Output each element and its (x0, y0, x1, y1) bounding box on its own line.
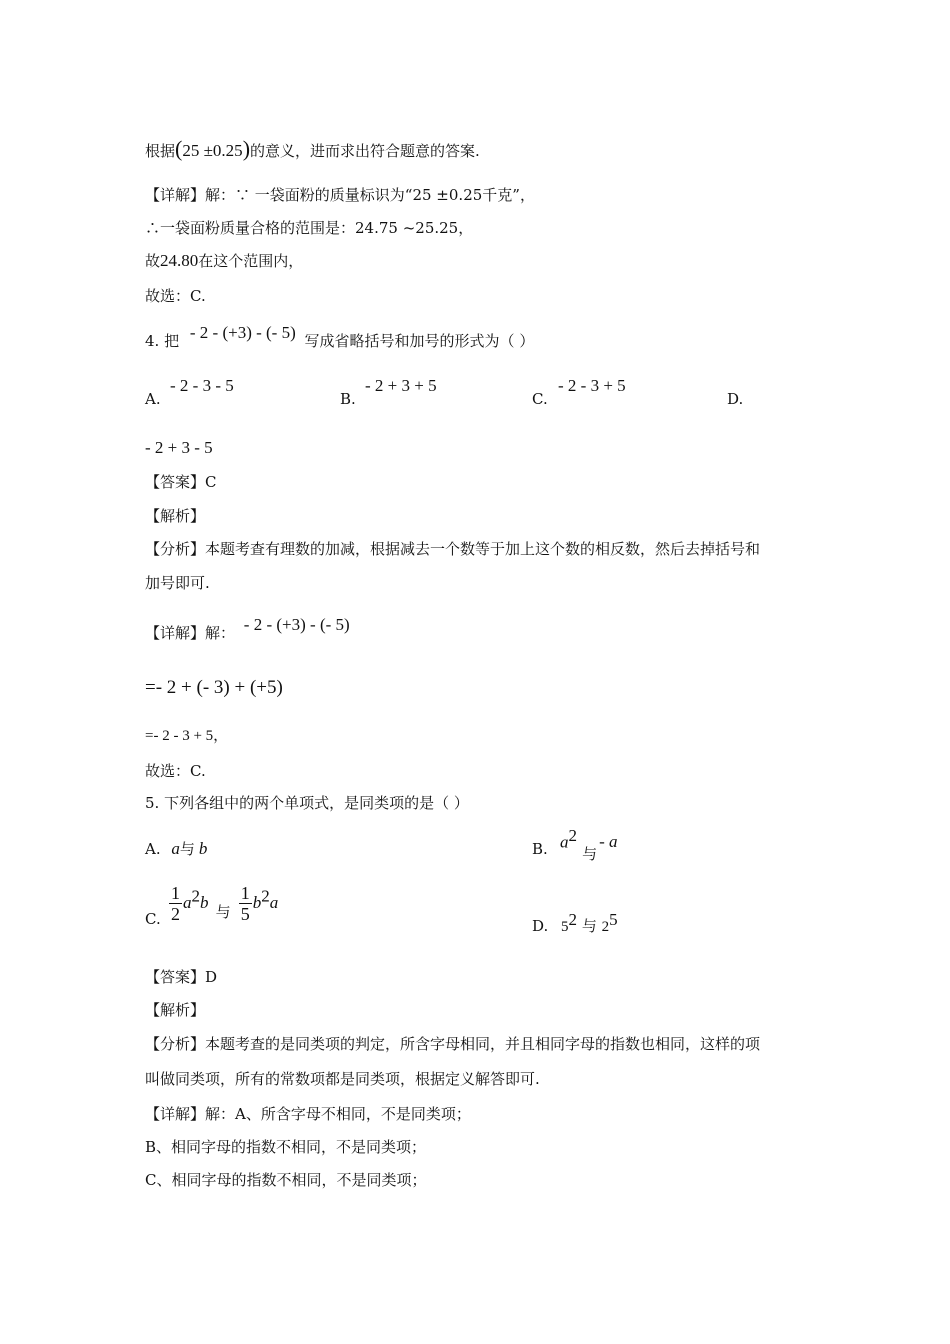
math-variable: a (171, 839, 180, 858)
q4-answer: 【答案】C (145, 473, 217, 491)
fraction (239, 883, 252, 924)
q5-answer: 【答案】D (145, 968, 218, 986)
fraction-numerator: 1 (171, 883, 180, 903)
detail-label: 【详解】解： (145, 624, 236, 642)
q4-option-d-label: D. (727, 390, 744, 408)
q5-option-b-label: B. (532, 840, 548, 858)
math-number: 2 (601, 919, 610, 935)
fraction (169, 883, 182, 924)
math-exponent: 2 (261, 886, 270, 906)
math-paren: ) (242, 136, 251, 161)
q4-option-b-label: B. (340, 390, 356, 408)
q4-analysis-title: 【解析】 (145, 507, 206, 525)
option-label: A. (145, 840, 161, 858)
math-exponent: 2 (568, 910, 578, 929)
text-segment: ， (213, 726, 229, 744)
text-segment: 故 (145, 252, 161, 270)
text-segment: 与 (179, 840, 195, 858)
q4-option-d: - 2 + 3 - 5 (145, 438, 213, 457)
q5-option-a (145, 838, 207, 859)
fraction-denominator: 2 (171, 904, 180, 924)
q4-option-a: - 2 - 3 - 5 (170, 376, 234, 395)
q5-detail-line-2: B、相同字母的指数不相同，不是同类项； (145, 1138, 427, 1156)
q4-option-c-label: C. (532, 390, 548, 408)
prev-detail-line-2: ∴一袋面粉质量合格的范围是：24.75 ~25.25， (145, 219, 474, 237)
q5-option-c (168, 883, 278, 924)
q5-detail-line-3: C、相同字母的指数不相同，不是同类项； (145, 1171, 427, 1189)
q4-step-1: =- 2 + (- 3) + (+5) (145, 677, 283, 698)
text-segment: 解：∵ 一袋面粉的质量标识为“25 ±0.25千克”， (205, 186, 535, 204)
math-variable: b (198, 839, 208, 858)
math-variable: a (183, 893, 192, 912)
fraction-numerator: 1 (240, 883, 250, 903)
math-exponent: 2 (568, 826, 577, 845)
math-variable: a (560, 832, 569, 852)
text-segment: 根据 (145, 142, 176, 160)
text-segment: 的意义，进而求出符合题意的答案. (250, 142, 480, 160)
math-number: 24.80 (160, 251, 199, 270)
detail-label: 【详解】 (145, 186, 206, 204)
math-variable: b (252, 893, 262, 912)
math-expression: - 2 - (+3) - (- 5) (189, 323, 296, 342)
math-expression: =- 2 - 3 + 5 (145, 728, 214, 744)
math-variable: a (269, 893, 279, 912)
math-exponent: 2 (191, 886, 200, 906)
q4-analysis-line-1: 【分析】本题考查有理数的加减，根据减去一个数等于加上这个数的相反数，然后去掉括号和 (145, 540, 761, 558)
prev-detail-line-3 (145, 250, 303, 272)
q4-option-b: - 2 + 3 + 5 (365, 376, 437, 395)
q4-option-c: - 2 - 3 + 5 (558, 376, 626, 395)
q5-option-b (560, 826, 618, 864)
q5-analysis-line-1: 【分析】本题考查的是同类项的判定，所含字母相同，并且相同字母的指数也相同，这样的项 (145, 1035, 761, 1053)
text-segment: 与 (581, 917, 597, 935)
option-label: D. (532, 917, 549, 935)
q5-analysis-title: 【解析】 (145, 1001, 206, 1019)
q4-option-a-label: A. (145, 390, 161, 408)
math-expression: - a (599, 832, 618, 852)
q5-option-c-label: C. (145, 910, 161, 928)
text-segment: 写成省略括号和加号的形式为（ ） (304, 332, 535, 350)
text-segment: 与 (215, 903, 231, 921)
math-paren: ( (175, 136, 183, 161)
fraction-denominator: 5 (240, 904, 250, 924)
prev-detail-line-1 (145, 184, 535, 206)
math-expression: - 2 - (+3) - (- 5) (243, 615, 350, 634)
q5-stem: 5. 下列各组中的两个单项式，是同类项的是（ ） (145, 794, 469, 812)
q4-analysis-line-2: 加号即可. (145, 574, 210, 592)
math-variable: b (200, 893, 209, 912)
math-expression: 25 ±0.25 (182, 141, 243, 160)
prev-choose-line: 故选：C. (145, 287, 206, 305)
math-number: 5 (561, 919, 569, 935)
q5-detail-line-1: 【详解】解：A、所含字母不相同，不是同类项； (145, 1105, 471, 1123)
q4-stem (145, 323, 535, 352)
q5-analysis-line-2: 叫做同类项，所有的常数项都是同类项，根据定义解答即可. (145, 1070, 540, 1088)
text-segment: 在这个范围内， (198, 252, 304, 270)
math-exponent: 5 (609, 910, 618, 929)
text-segment: 与 (582, 845, 598, 864)
prev-analysis-line (145, 138, 480, 162)
q4-choose-line: 故选：C. (145, 762, 206, 780)
q5-option-d (532, 910, 618, 936)
q4-detail-line (145, 615, 350, 644)
question-number: 4. 把 (145, 332, 180, 350)
q4-step-2-line (145, 724, 228, 745)
